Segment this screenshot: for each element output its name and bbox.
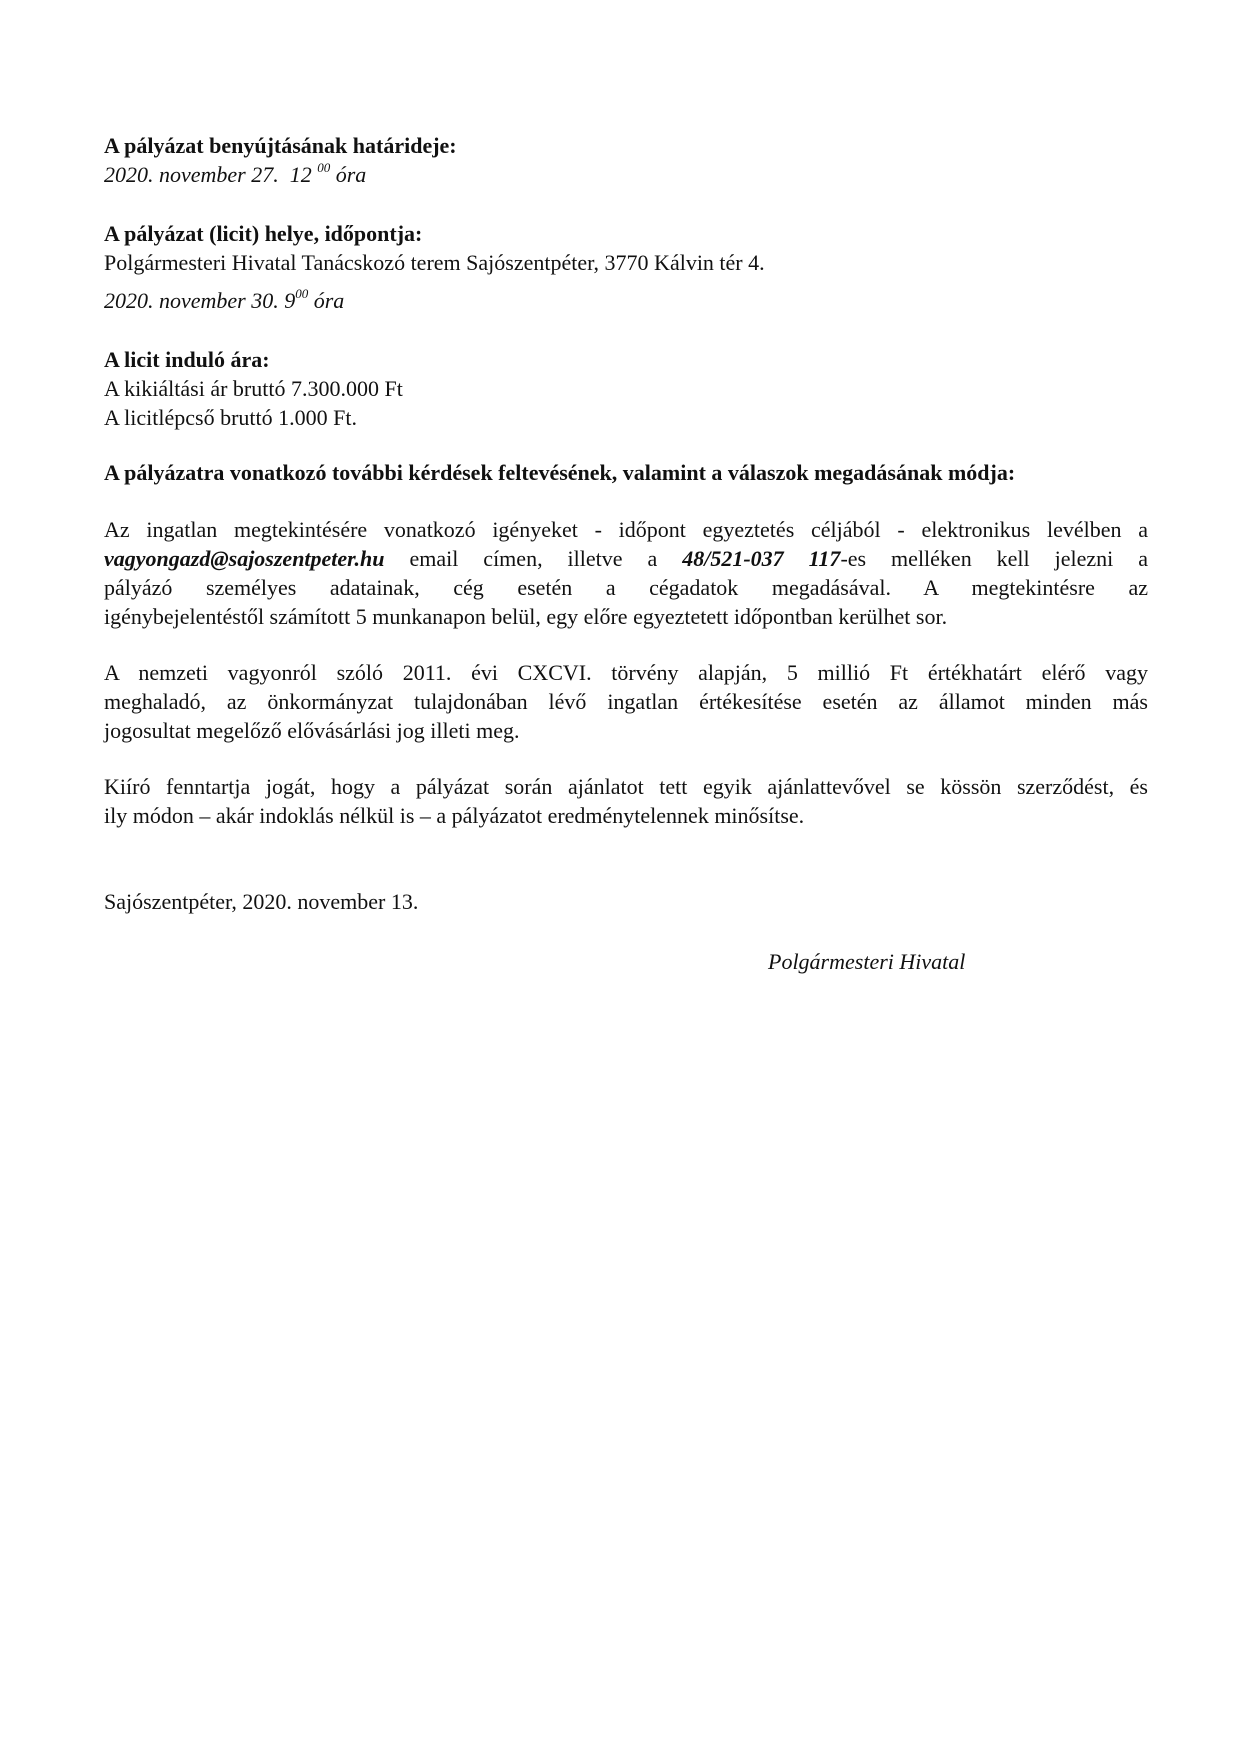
- questions-heading: A pályázatra vonatkozó további kérdések feltevésének, valamint a válaszok megadásának módja:: [104, 460, 1016, 485]
- venue-heading: A pályázat (licit) helye, időpontja:: [104, 221, 423, 246]
- venue-date: [104, 286, 1148, 315]
- price-heading: A licit induló ára:: [104, 347, 270, 372]
- preemption-line-1: A nemzeti vagyonról szóló 2011. évi CXCVI. törvény alapján, 5 millió Ft értékhatárt elérő vagy: [104, 660, 1148, 685]
- venue-section: [104, 219, 1148, 277]
- viewing-line-2-end: -es melléken kell jelezni a: [840, 546, 1148, 571]
- deadline-minutes: 00: [317, 159, 331, 175]
- closing-section: [104, 887, 1148, 916]
- reservation-paragraph: [104, 772, 1148, 830]
- venue-minutes: 00: [295, 285, 309, 301]
- price-line-1: A kikiáltási ár bruttó 7.300.000 Ft: [104, 376, 403, 401]
- preemption-line-2: meghaladó, az önkormányzat tulajdonában lévő ingatlan értékesítése esetén az államot minden más: [104, 689, 1148, 714]
- venue-place: Polgármesteri Hivatal Tanácskozó terem Sajószentpéter, 3770 Kálvin tér 4.: [104, 250, 765, 275]
- viewing-email: vagyongazd@sajoszentpeter.hu: [104, 546, 385, 571]
- price-line-2: A licitlépcső bruttó 1.000 Ft.: [104, 405, 357, 430]
- closing-place-date: Sajószentpéter, 2020. november 13.: [104, 889, 419, 914]
- deadline-section: [104, 131, 1148, 189]
- deadline-date: [104, 160, 1148, 189]
- reservation-line-2: ily módon – akár indoklás nélkül is – a pályázatot eredménytelennek minősítse.: [104, 803, 805, 828]
- viewing-paragraph: [104, 515, 1148, 631]
- signature: Polgármesteri Hivatal: [768, 949, 966, 974]
- deadline-date-prefix: 2020. november 27.: [104, 162, 279, 187]
- venue-date-prefix: 2020. november 30. 9: [104, 288, 296, 313]
- viewing-line-2: [104, 544, 1148, 573]
- price-section: [104, 345, 1148, 432]
- preemption-line-3: jogosultat megelőző elővásárlási jog illeti meg.: [104, 718, 520, 743]
- questions-section: [104, 458, 1148, 487]
- viewing-line-4: igénybejelentéstől számított 5 munkanapon belül, egy előre egyeztetett időpontban kerülhet sor.: [104, 604, 948, 629]
- viewing-line-2-mid: email címen, illetve a: [384, 546, 683, 571]
- preemption-paragraph: [104, 658, 1148, 745]
- venue-suffix: óra: [313, 288, 345, 313]
- viewing-line-3: pályázó személyes adatainak, cég esetén a cégadatok megadásával. A megtekintésre az: [104, 575, 1148, 600]
- deadline-hour: 12: [289, 162, 312, 187]
- reservation-line-1: Kiíró fenntartja jogát, hogy a pályázat során ajánlatot tett egyik ajánlattevővel se kössön szerződést, és: [104, 774, 1148, 799]
- deadline-suffix: óra: [335, 162, 367, 187]
- venue-date-block: [104, 286, 1148, 315]
- deadline-heading: A pályázat benyújtásának határideje:: [104, 133, 457, 158]
- viewing-phone: 48/521-037 117: [682, 546, 841, 571]
- viewing-line-1: Az ingatlan megtekintésére vonatkozó igényeket - időpont egyeztetés céljából - elektronikus levélben a: [104, 517, 1148, 542]
